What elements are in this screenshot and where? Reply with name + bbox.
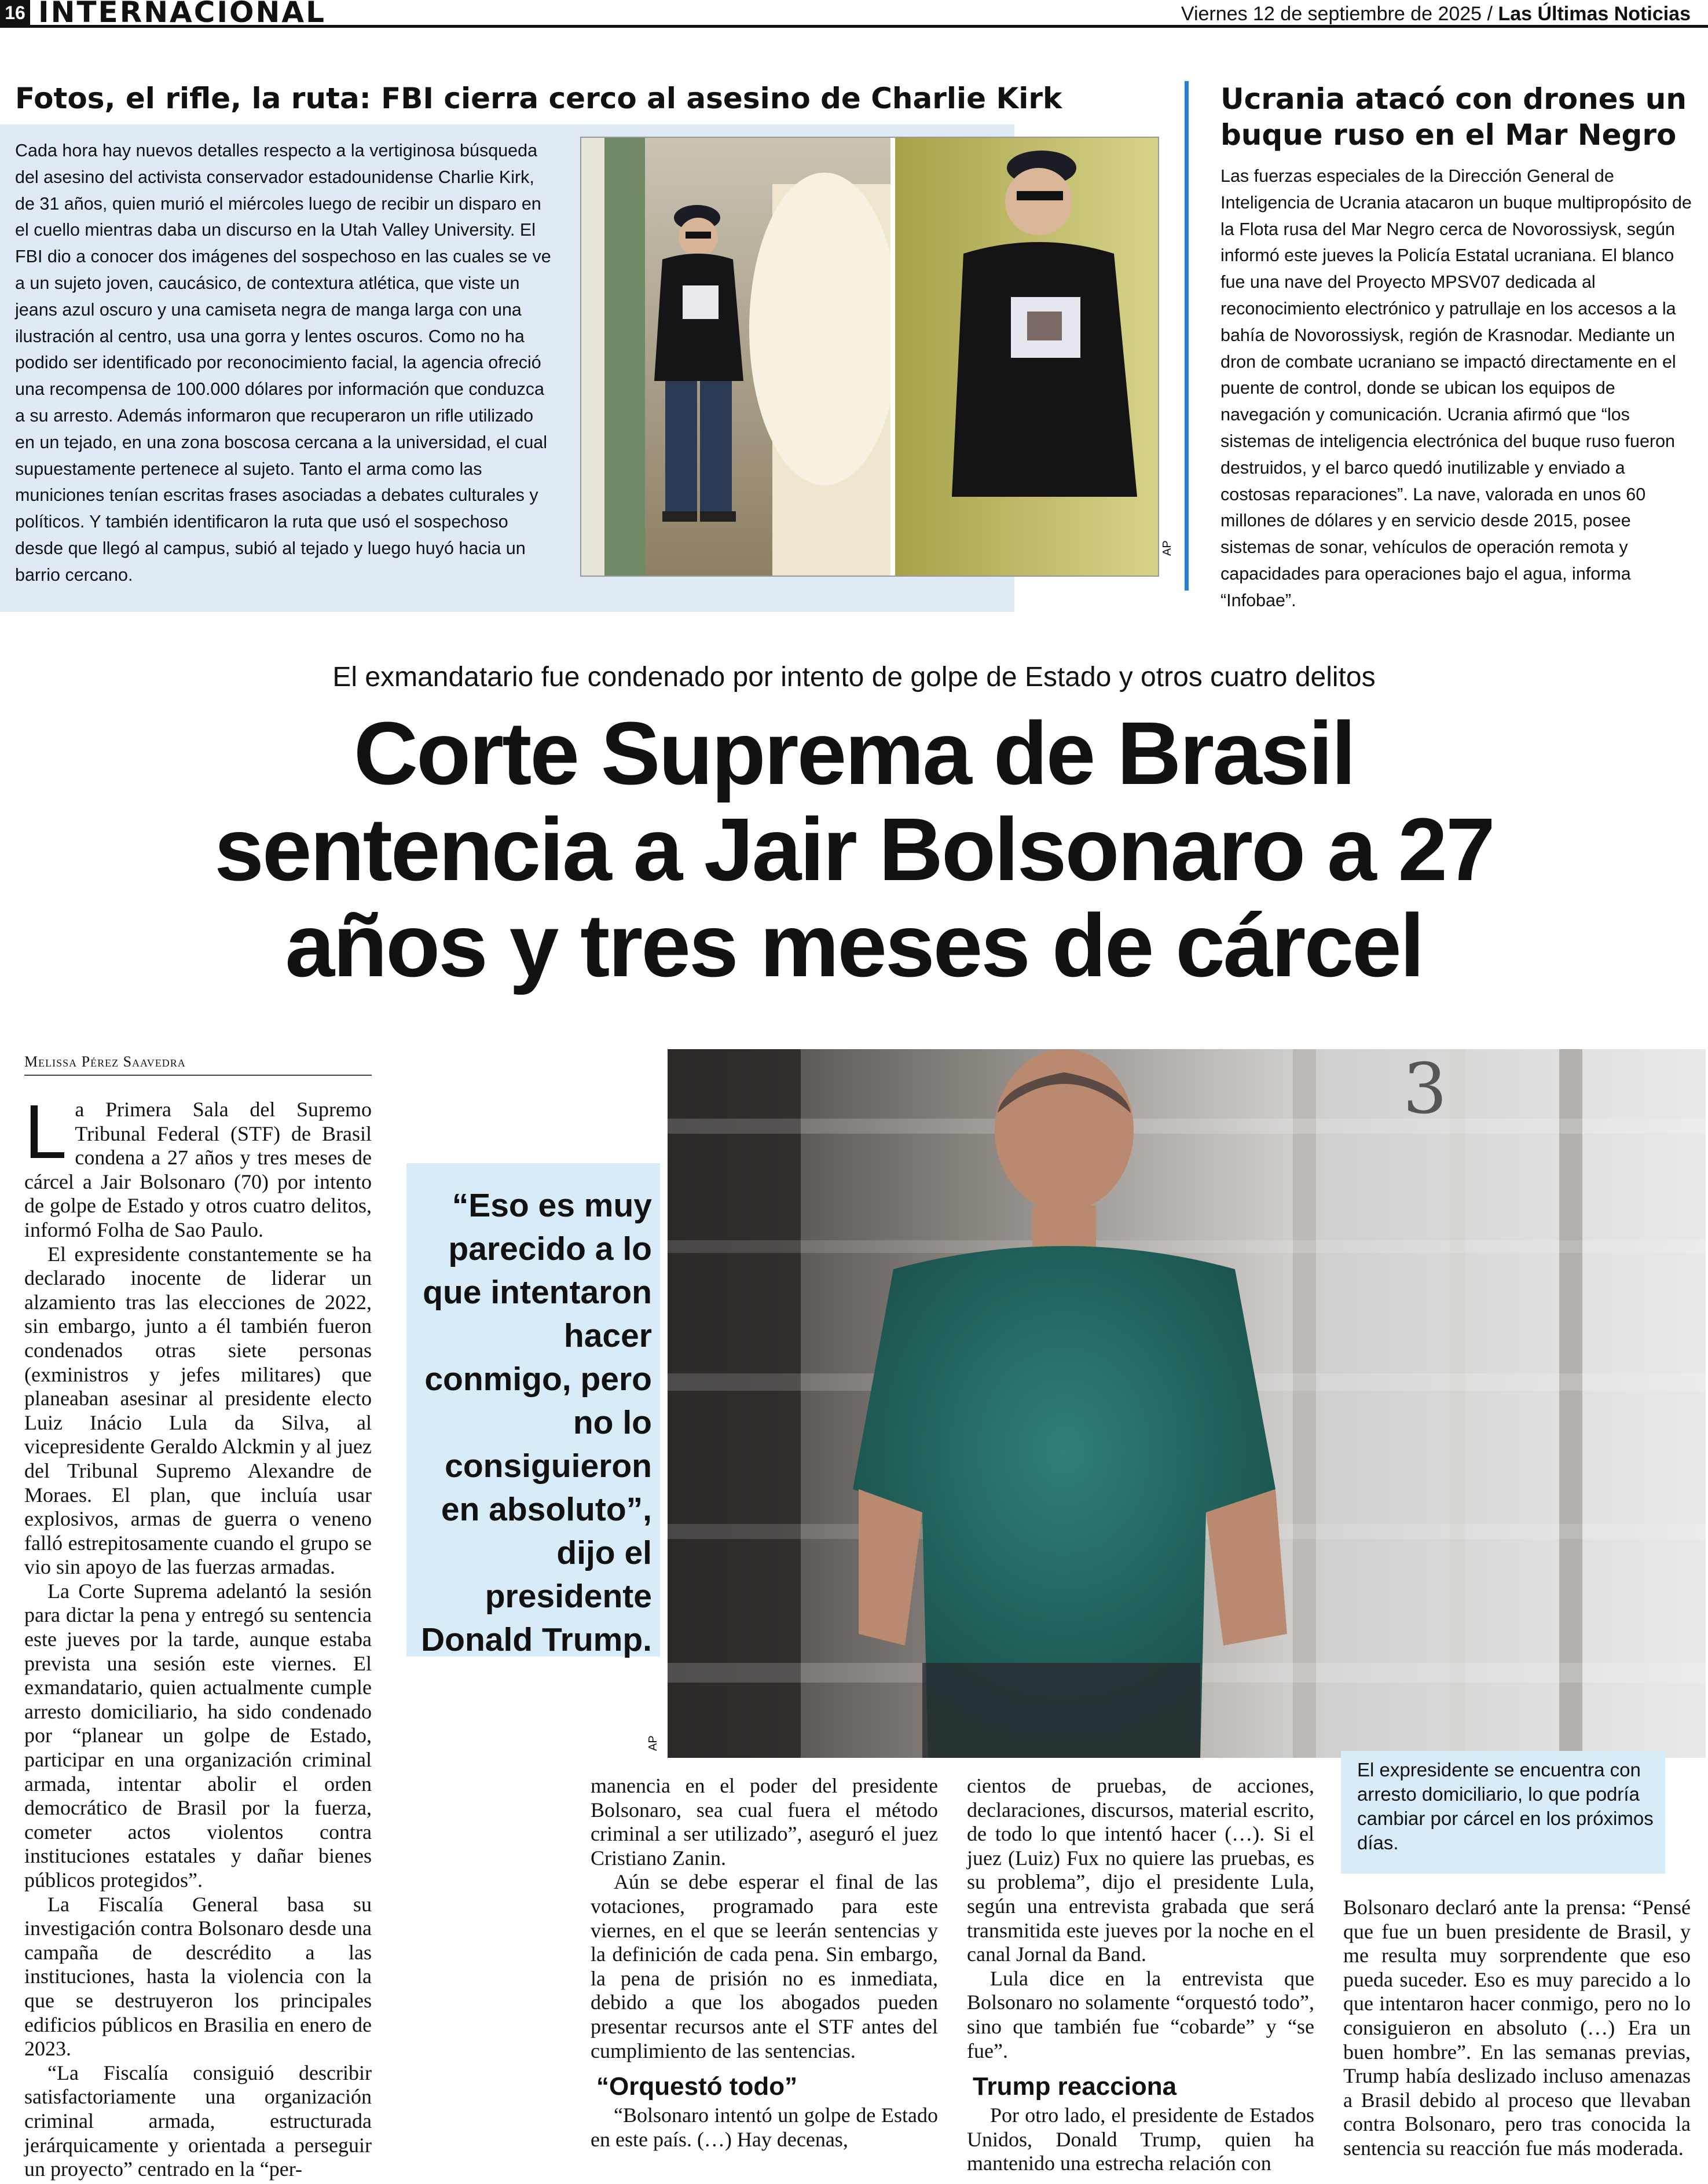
newspaper-name: Las Últimas Noticias xyxy=(1498,3,1691,25)
paragraph: “La Fiscalía consiguió describir satisfactoriamente una organización criminal armada, estructurada jerárquicamente y orientada a perseguir un proyecto” centrado en la “per- xyxy=(24,2061,372,2181)
main-story-headline xyxy=(0,705,1708,994)
dateline xyxy=(1181,2,1691,25)
paragraph: cientos de pruebas, de acciones, declaraciones, discursos, material escrito, de todo lo que intentó hacer (…). Si el juez (Luiz) Fux no quiere las pruebas, es su problema”, dijo el presidente Lula, según una entrevista grabada que será transmitida este jueves por la noche en el canal Jornal da Band. xyxy=(967,1774,1314,1966)
main-story-column-4 xyxy=(1343,1896,1691,2161)
section-title: INTERNACIONAL xyxy=(38,0,326,29)
headline-line-1: Corte Suprema de Brasil xyxy=(353,703,1355,803)
fbi-story-headline: Fotos, el rifle, la ruta: FBI cierra cerco al asesino de Charlie Kirk xyxy=(15,82,1062,115)
paragraph: El expresidente constantemente se ha declarado inocente de liderar un alzamiento tras las elecciones de 2022, sin embargo, junto a él también fueron condenados otras siete personas (exministros y jefes militares) que planeaban asesinar al presidente electo Luiz Inácio Lula da Silva, al vicepresidente Geraldo Alckmin y al juez del Tribunal Supremo Alexandre de Moraes. El plan, que incluía usar explosivos, armas de guerra o veneno falló estrepitosamente cuando el grupo se vio sin apoyo de las fuerzas armadas. xyxy=(24,1242,372,1579)
main-photo-credit: AP xyxy=(647,1735,659,1751)
suspect-photo-illustration xyxy=(581,138,1159,577)
paragraph: Aún se debe esperar el final de las votaciones, programado para este viernes, en el que se leerán sentencias y la definición de cada pena. Sin embargo, la pena de prisión no es inmediata, debido a que los abogados pueden presentar recursos ante el STF antes del cumplimiento de las sentencias. xyxy=(591,1870,938,2062)
main-story-column-1 xyxy=(24,1089,372,2182)
bolsonaro-photo xyxy=(668,1049,1706,1758)
bolsonaro-photo-illustration xyxy=(668,1049,1706,1758)
ukraine-story-body: Las fuerzas especiales de la Dirección General de Inteligencia de Ucrania atacaron un buque multipropósito de la Flota rusa del Mar Negro cerca de Novorossiysk, según informó este jueves la Policía Estatal ucraniana. El blanco fue una nave del Proyecto MPSV07 dedicada al reconocimiento electrónico y patrullaje en los accesos a la bahía de Novorossiysk, región de Krasnodar. Mediante un dron de combate ucraniano se impactó directamente en el puente de control, donde se ubican los equipos de navegación y comunicación. Ucrania afirmó que “los sistemas de inteligencia electrónica del buque ruso fueron destruidos, y el barco quedó inutilizable y enviado a costosas reparaciones”. La nave, valorada en unos 60 millones de dólares y en servicio desde 2015, posee sistemas de sonar, vehículos de operación remota y capacidades para operaciones bajo el agua, informa “Infobae”. xyxy=(1220,166,1692,610)
ukraine-story-headline: Ucrania atacó con drones un buque ruso en el Mar Negro xyxy=(1220,82,1687,152)
subhead-trump-reacciona: Trump reacciona xyxy=(973,2072,1177,2101)
ukraine-story-accent-rule xyxy=(1185,81,1189,591)
paragraph: La Fiscalía General basa su investigación contra Bolsonaro desde una campaña de descrédito a las instituciones, hasta la violencia con la que se destruyeron los principales edificios públicos en Brasilia en enero de 2023. xyxy=(24,1892,372,2061)
paragraph: Lula dice en la entrevista que Bolsonaro no solamente “orquestó todo”, sino que también fue “cobarde” y “se fue”. xyxy=(967,1966,1314,2062)
subhead-orquesto-todo: “Orquestó todo” xyxy=(596,2072,798,2101)
main-story-column-2 xyxy=(591,1774,938,2152)
paragraph: manencia en el poder del presidente Bolsonaro, sea cual fuera el método criminal a ser utilizado”, aseguró el juez Cristiano Zanin. xyxy=(591,1774,938,1870)
paragraph: Bolsonaro declaró ante la prensa: “Pensé que fue un buen presidente de Brasil, y me resulta muy sorprendente que eso pueda suceder. Eso es muy parecido a lo que intentaron hacer conmigo, pero no lo consiguieron en absoluto (…) Era un buen hombre”. En las semanas previas, Trump había deslizado incluso amenazas a Brasil debido al proceso que llevaban contra Bolsonaro, pero tras conocida la sentencia su reacción fue más moderada. xyxy=(1343,1896,1691,2160)
byline: Melissa Pérez Saavedra xyxy=(24,1051,372,1076)
pull-quote: “Eso es muy parecido a lo que intentaron hacer conmigo, pero no lo consiguieron en absoluto”, dijo el presidente Donald Trump. xyxy=(421,1187,652,1658)
page-number: 16 xyxy=(0,0,30,25)
date: Viernes 12 de septiembre de 2025 xyxy=(1181,3,1482,25)
paragraph: “Bolsonaro intentó un golpe de Estado en este país. (…) Hay decenas, xyxy=(591,2104,938,2151)
fbi-suspect-photos xyxy=(580,137,1159,577)
headline-line-2: sentencia a Jair Bolsonaro a 27 xyxy=(214,800,1494,899)
main-story-kicker: El exmandatario fue condenado por intento de golpe de Estado y otros cuatro delitos xyxy=(332,662,1376,692)
drop-cap: L xyxy=(24,1089,67,1174)
paragraph: La Corte Suprema adelantó la sesión para dictar la pena y entregó su sentencia este jueves por la tarde, aunque estaba prevista una sesión este viernes. El exmandatario, quien actualmente cumple arresto domiciliario, ha sido condenado por “planear un golpe de Estado, participar en una organización criminal armada, intentar abolir el orden democrático de Brasil por la fuerza, cometer actos violentos contra instituciones estatales y dañar bienes públicos protegidos”. xyxy=(24,1579,372,1892)
main-story-column-3 xyxy=(967,1774,1314,2176)
photo-caption: El expresidente se encuentra con arresto domiciliario, lo que podría cambiar por cárcel en los próximos días. xyxy=(1357,1759,1654,1853)
fbi-photo-credit: AP xyxy=(1161,540,1174,556)
paragraph: a Primera Sala del Supremo Tribunal Federal (STF) de Brasil condena a 27 años y tres meses de cárcel a Jair Bolsonaro (70) por intento de golpe de Estado y otros cuatro delitos, informó Folha de Sao Paulo. xyxy=(24,1098,372,1241)
fbi-story-body: Cada hora hay nuevos detalles respecto a la vertiginosa búsqueda del asesino del activista conservador estadounidense Charlie Kirk, de 31 años, quien murió el miércoles luego de recibir un disparo en el cuello mientras daba un discurso en la Utah Valley University. El FBI dio a conocer dos imágenes del sospechoso en las cuales se ve a un sujeto joven, caucásico, de contextura atlética, que viste un jeans azul oscuro y una camiseta negra de manga larga con una ilustración al centro, usa una gorra y lentes oscuros. Como no ha podido ser identificado por reconocimiento facial, la agencia ofreció una recompensa de 100.000 dólares por información que conduzca a su arresto. Además informaron que recuperaron un rifle utilizado en un tejado, en una zona boscosa cercana a la universidad, el cual supuestamente pertenece al sujeto. Tanto el arma como las municiones tenían escritas frases asociadas a debates culturales y políticos. Y también identificaron la ruta que usó el sospechoso desde que llegó al campus, subió al tejado y luego huyó hacia un barrio cercano. xyxy=(15,141,551,585)
paragraph: Por otro lado, el presidente de Estados Unidos, Donald Trump, quien ha mantenido una estrecha relación con xyxy=(967,2104,1314,2175)
door-number: 3 xyxy=(1403,1049,1447,1130)
headline-line-3: años y tres meses de cárcel xyxy=(285,896,1423,995)
separator: / xyxy=(1482,3,1498,25)
